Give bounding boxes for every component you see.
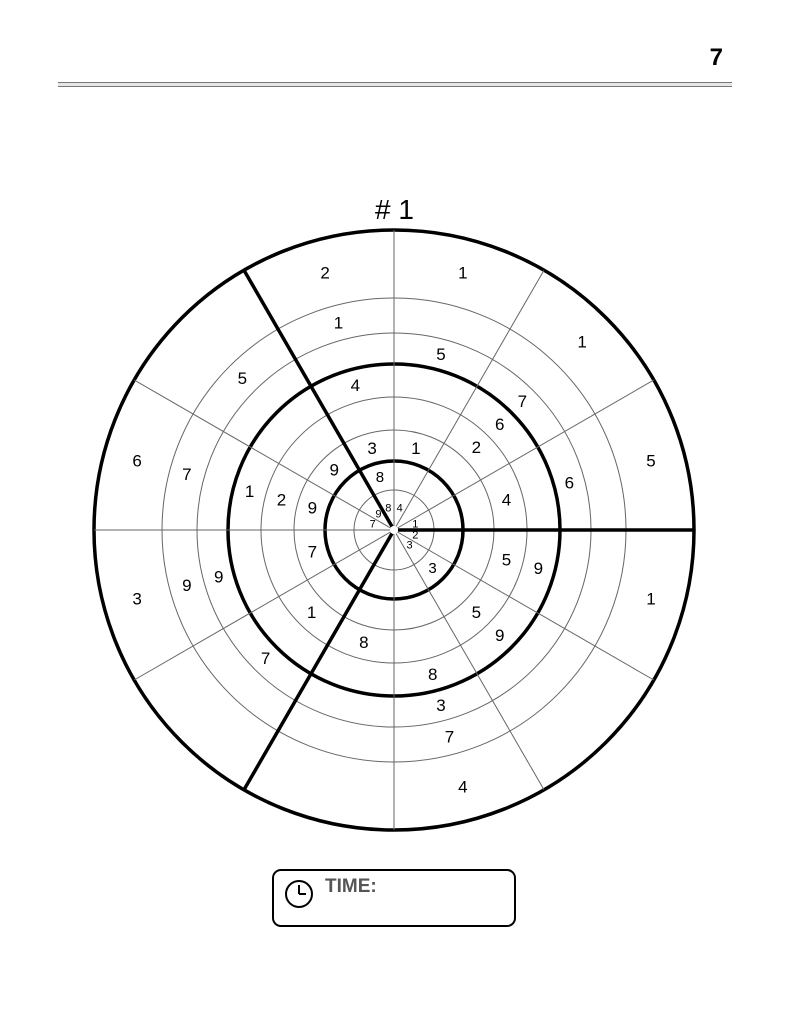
cell-digit: 7	[260, 648, 271, 668]
cell-digit: 7	[369, 518, 376, 531]
cell-digit: 4	[396, 502, 403, 515]
clock-icon	[284, 879, 314, 909]
cell-digit: 1	[333, 313, 344, 333]
puzzle-title: # 1	[375, 194, 414, 225]
cell-digit: 1	[646, 589, 656, 609]
cell-digit: 9	[182, 576, 192, 596]
cell-digit: 7	[517, 392, 528, 412]
cell-digit: 8	[375, 468, 385, 486]
cell-digit: 9	[307, 498, 318, 518]
cell-digit: 9	[375, 508, 382, 521]
cell-digit: 2	[276, 490, 287, 510]
cell-digit: 3	[132, 589, 142, 609]
cell-digit: 9	[213, 567, 224, 587]
cell-digit: 1	[411, 438, 421, 458]
cell-digit: 1	[306, 602, 317, 622]
cell-digit: 3	[428, 560, 437, 578]
spoke-line	[397, 529, 656, 680]
time-box[interactable]	[272, 869, 516, 927]
cell-digit: 4	[350, 376, 361, 396]
cell-digit: 8	[427, 664, 438, 684]
cell-digit: 8	[385, 502, 392, 515]
cell-digit: 7	[307, 542, 318, 562]
page-number: 7	[709, 44, 723, 71]
cell-digit: 8	[359, 633, 369, 653]
cell-digit: 7	[444, 727, 455, 747]
cell-digit: 2	[320, 263, 330, 283]
cell-digit: 1	[458, 263, 468, 283]
cell-digit: 5	[237, 368, 248, 388]
cell-digit: 2	[412, 529, 419, 542]
cell-digit: 9	[329, 460, 339, 480]
cell-digit: 3	[367, 438, 377, 458]
cell-digit: 6	[494, 414, 505, 434]
cell-digit: 2	[471, 438, 482, 458]
cell-digit: 9	[494, 626, 505, 646]
board-grid	[94, 230, 694, 830]
spoke-line-thick	[244, 270, 392, 526]
cell-digit: 3	[436, 695, 446, 715]
cell-digit: 5	[471, 602, 482, 622]
cell-digit: 4	[458, 777, 468, 797]
cell-digit: 5	[436, 345, 446, 365]
cell-digit: 1	[244, 481, 255, 501]
cell-digit: 5	[646, 451, 656, 471]
cell-digit: 1	[577, 332, 587, 352]
cell-digit: 1	[412, 518, 419, 531]
cell-digit: 4	[501, 490, 512, 510]
cell-digit: 5	[501, 550, 512, 570]
cell-digit: 6	[564, 473, 575, 493]
cell-digit: 6	[132, 451, 142, 471]
spoke-line	[396, 533, 544, 789]
cell-digit: 9	[533, 559, 544, 579]
cell-digit: 3	[406, 539, 413, 552]
cell-digit: 7	[182, 464, 192, 484]
time-label: TIME:	[325, 876, 377, 897]
